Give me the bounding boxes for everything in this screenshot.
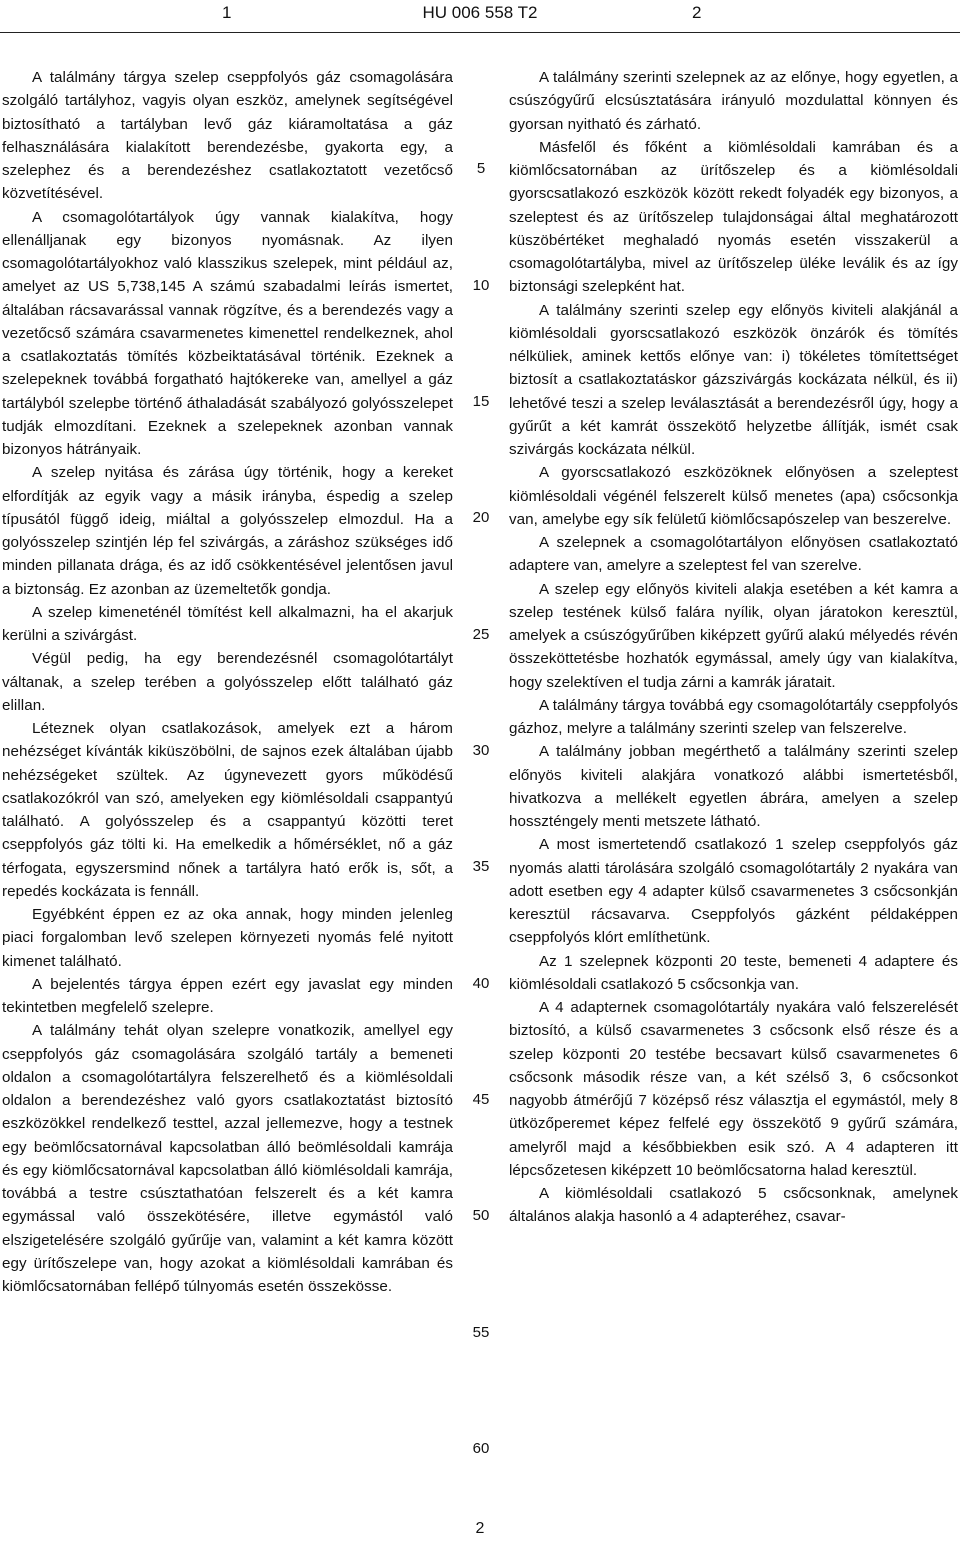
paragraph: A találmány jobban megérthető a találmány szerinti szelep előnyös kiviteli alakjára vonatkozó alábbi ismertetésből, hivatkozva a mellékelt egyetlen ábrára, amelyen a szelep hosszténgely menti metszete látható. [509,743,958,830]
left-column [2,66,453,1298]
line-number: 20 [472,509,490,526]
paragraph: Léteznek olyan csatlakozások, amelyek ezt a három nehézséget kívánták kiküszöbölni, de sajnos ezek általában újabb nehézségeket szültek. Az úgynevezett gyors működésű csatlakozókról van szó, amelyeken egy kiömlésoldali csappantyú található. A golyósszelep és a csappantyú közötti teret cseppfolyós gáz tölti ki. Ha emelkedik a hőmérséklet, nő a gáz térfogata, egyszersmind nőnek a tartályra ható erők is, sőt, a repedés kockázata is fennáll. [2,720,453,900]
line-number: 60 [472,1440,490,1457]
paragraph: Egyébként éppen ez az oka annak, hogy minden jelenleg piaci forgalomban levő szelepen környezeti nyomás felé nyitott kimenet található. [2,906,453,970]
paragraph: A találmány szerinti szelep egy előnyös kiviteli alakjánál a kiömlésoldali gyorscsatlakozó eszközök önzárók és tömítés nélküliek, aminek kettős előnye van: i) tökéletes tömítettséget biztosít a csatlakoztatáskor gázszivárgás kockázata nélkül, és ii) lehetővé teszi a szelep leválasztását a berendezésről úgy, hogy a gyűrűt a két kamrát összekötő helyzetbe állítják, ismét csak szivárgás kockázata nélkül. [509,301,958,458]
paragraph: A csomagolótartályok úgy vannak kialakítva, hogy ellenálljanak egy bizonyos nyomásnak. Az ilyen csomagolótartályokhoz való klasszikus szelepek, mint például az, amelyet az US 5,738,145 A számú szabadalmi leírás ismertet, általában rácsavarással vannak rögzítve, és a berendezés vagy a vezetőcső számára csavarmenetes kimenettel rendelkeznek, ahol a csatlakoztatás tömítés közbeiktatásával történik. Ezeknek a szelepeknek továbbá forgatható hajtókereke van, amellyel a gáz tartályból szelepbe történő áthaladását szabályozó golyósszelepet tudják elmozdítani. Ezeknek a szelepeknek azonban vannak bizonyos hátrányaik. [2,208,453,458]
line-number: 40 [472,975,490,992]
paragraph: A szelepnek a csomagolótartályon előnyösen csatlakoztató adaptere van, amelyre a szeleptest fel van szerelve. [509,534,958,575]
line-number: 55 [472,1324,490,1341]
paragraph: A találmány tehát olyan szelepre vonatkozik, amellyel egy cseppfolyós gáz csomagolására szolgáló tartály a bemeneti oldalon a csomagolótartályra felszerelhető és a kiömlésoldali oldalon a berendezéshez való gyors csatlakoztatást biztosító eszközökkel rendelkező testtel, azzal jellemezve, hogy a testnek egy beömlőcsatornával kapcsolatban álló beömlésoldali kamrája és egy kiömlőcsatornával kapcsolatban álló kiömlésoldali kamrája, továbbá a testre csúsztathatóan felszerelt és a két kamra egymással való összekötésére, illetve egymástól való elszigetelésére szolgáló gyűrűje van, valamint a két kamra között egy ürítőszelepe van, hogy azokat a kiömlésoldali kamrában és kiömlőcsatornában fellépő túlnyomás esetén összekösse. [2,1022,453,1295]
paragraph: A találmány szerinti szelepnek az az előnye, hogy egyetlen, a csúszógyűrű elcsúsztatására irányuló mozdulattal könnyen és gyorsan nyitható és zárható. [509,69,958,133]
paragraph: A most ismertetendő csatlakozó 1 szelep cseppfolyós gáz nyomás alatti tárolására szolgáló csomagolótartály 2 nyakára van adott esetben egy 4 adapter külső csavarmenetes 3 csőcsonkján keresztül rácsavarva. Cseppfolyós gázként példaképpen cseppfolyós klórt említhetünk. [509,836,958,947]
paragraph: Végül pedig, ha egy berendezésnél csomagolótartályt váltanak, a szelep terében a golyósszelep előtt található gáz elillan. [2,650,453,714]
paragraph: A szelep egy előnyös kiviteli alakja esetében a két kamra a szelep testének külső falára nyílik, olyan járatokon keresztül, amelyek a csúszógyűrűben kiképzett gyűrű alakú mélyedés révén összeköttetésbe hozhatók egymással, amely úgy van kialakítva, hogy szelektíven el tudja zárni a kamrák járatait. [509,580,958,691]
line-number: 45 [472,1091,490,1108]
right-page-number: 2 [692,3,702,22]
paragraph: A találmány tárgya továbbá egy csomagolótartály cseppfolyós gázhoz, melyre a találmány szerinti szelep van felszerelve. [509,696,958,737]
paragraph: A szelep nyitása és zárása úgy történik, hogy a kereket elfordítják az egyik vagy a másik irányba, éspedig a szelep típusától függő ideig, miáltal a golyósszelep elmozdul. Ha a golyósszelep szintjén lép fel szivárgás, a záráshoz szükséges idő minden pillanata drága, és az idő csökkentésével jelentősen javul a biztonság. Ez azonban az üzemeltetők gondja. [2,464,453,598]
line-number: 15 [472,393,490,410]
document-number: HU 006 558 T2 [422,3,538,22]
line-number: 5 [476,160,486,177]
page-header [0,2,960,28]
line-number: 30 [472,742,490,759]
line-number: 50 [472,1207,490,1224]
right-column [509,66,958,1229]
paragraph: A találmány tárgya szelep cseppfolyós gáz csomagolására szolgáló tartályhoz, vagyis olyan eszköz, amelynek segítségével biztosítható a tartályban levő gáz kiáramoltatása a gáz felhasználására kialakított berendezésbe, gyakorta egy, a szelephez és a berendezéshez csatlakoztatott vezetőcső közvetítésével. [2,69,453,203]
line-number: 35 [472,858,490,875]
paragraph: A bejelentés tárgya éppen ezért egy javaslat egy minden tekintetben megfelelő szelepre. [2,975,453,1016]
paragraph: Másfelől és főként a kiömlésoldali kamrában és a kiömlőcsatornában az ürítőszelep és a kiömlésoldali gyorscsatlakozó eszközök között rekedt folyadék egy bizonyos, a szeleptest és az ürítőszelep tulajdonságai által meghatározott küszöbértéket meghaladó nyomás esetén visszakerül a csomagolótartályba, mivel az ürítőszelep üléke leválik és az így biztonsági szelepként hat. [509,138,958,296]
line-number: 25 [472,626,490,643]
footer-page-number: 2 [475,1520,485,1537]
line-number: 10 [472,277,490,294]
paragraph: A gyorscsatlakozó eszközöknek előnyösen a szeleptest kiömlésoldali végénél felszerelt külső menetes (apa) csőcsonkja van, amelybe egy sík felületű kiömlőcsapószelep van beszerelve. [509,464,958,528]
paragraph: A szelep kimeneténél tömítést kell alkalmazni, ha el akarjuk kerülni a szivárgást. [2,603,453,644]
paragraph: A kiömlésoldali csatlakozó 5 csőcsonknak, amelynek általános alakja hasonló a 4 adapteréhez, csavar- [509,1185,958,1226]
paragraph: Az 1 szelepnek központi 20 teste, bemeneti 4 adaptere és kiömlésoldali csatlakozó 5 csőcsonkja van. [509,952,958,993]
header-rule [0,32,960,33]
paragraph: A 4 adapternek csomagolótartály nyakára való felszerelését biztosító, a külső csavarmenetes 3 csőcsonk első része és a szelep központi 20 testébe becsavart külső csavarmenetes 6 csőcsonk második része van, a két szélső 3, 6 csőcsonkot nagyobb átmérőjű 7 középső rész választja el egymástól, mely 8 ütközőperemet képez felfelé egy összekötő 9 gyűrű számára, amelyről majd a későbbiekben esik szó. A 4 adapteren itt lépcsőzetesen kiképzett 10 beömlőcsatorna halad keresztül. [509,999,958,1179]
left-page-number: 1 [222,3,232,22]
